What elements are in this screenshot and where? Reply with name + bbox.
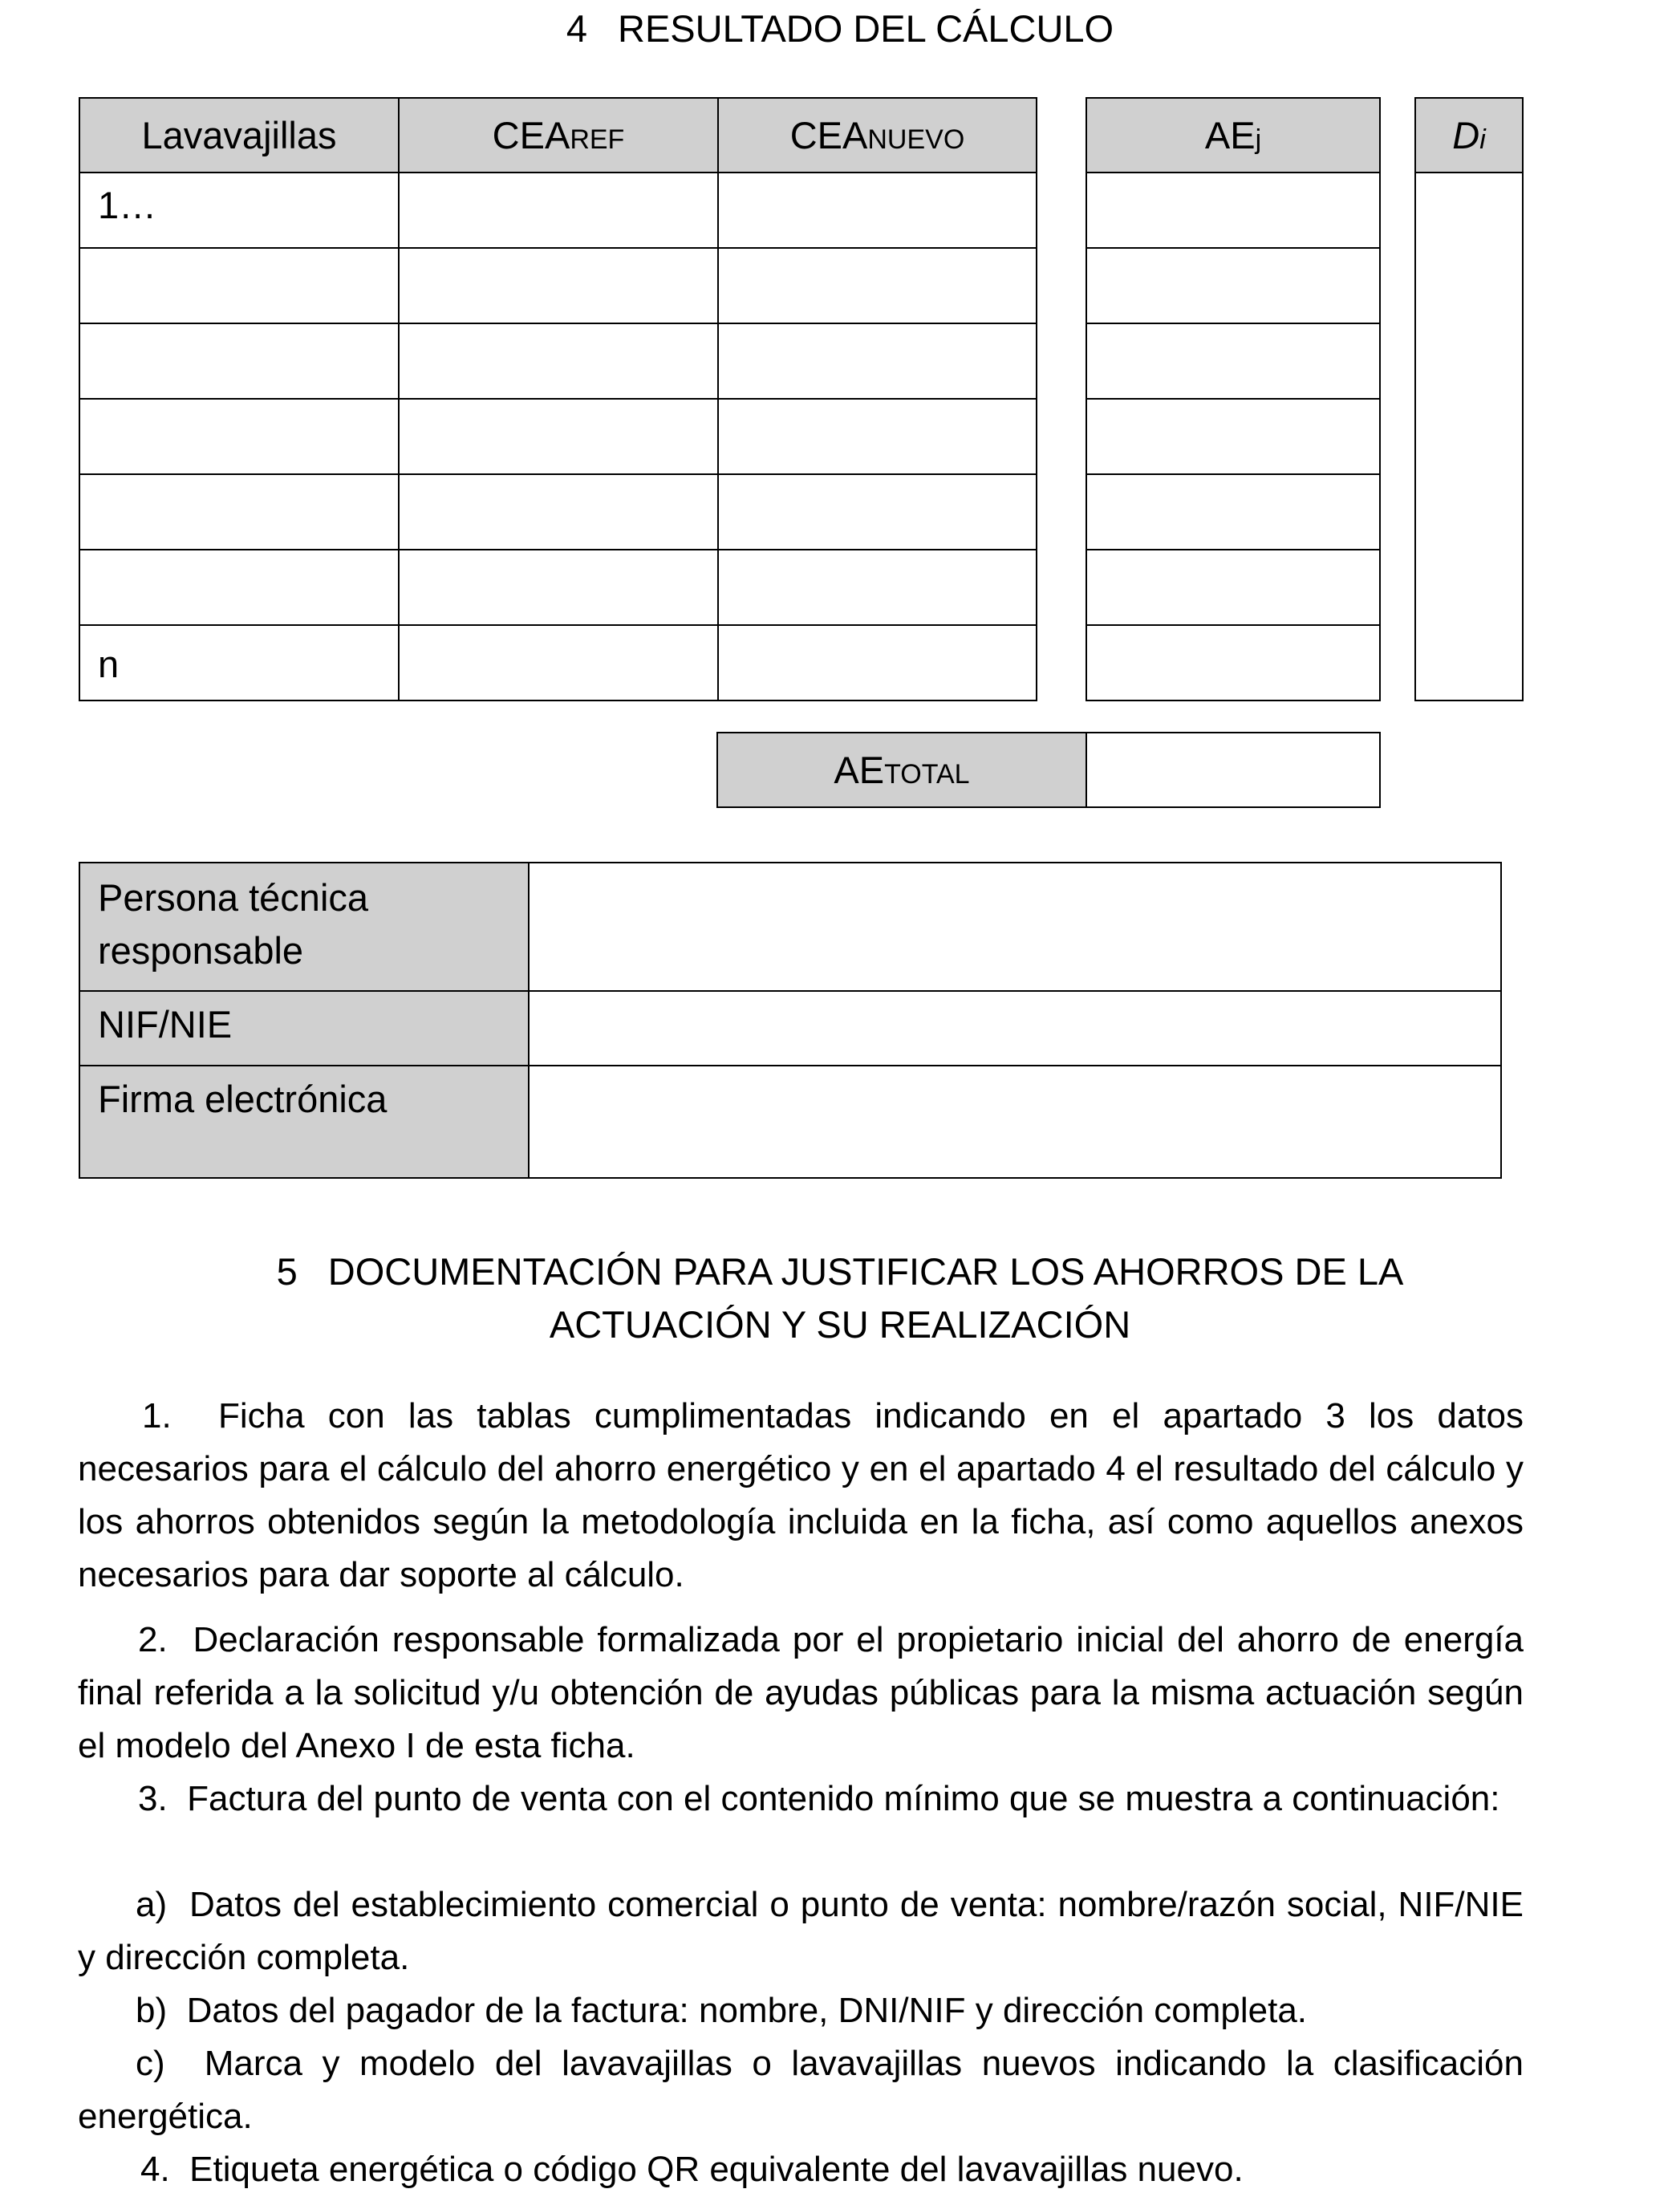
cell-aej[interactable]	[1086, 248, 1380, 323]
cell-label[interactable]	[79, 323, 399, 399]
list-text: Datos del pagador de la factura: nombre, DNI/NIF y dirección completa.	[186, 1991, 1308, 2030]
section-title-line-2: ACTUACIÓN Y SU REALIZACIÓN	[549, 1303, 1131, 1346]
calc-table-main	[79, 97, 1037, 701]
cell-cea-ref[interactable]	[399, 173, 718, 248]
cell-cea-nuevo[interactable]	[718, 474, 1037, 550]
cell-cea-nuevo[interactable]	[718, 550, 1037, 625]
cell-cea-ref[interactable]	[399, 625, 718, 701]
cell-cea-ref[interactable]	[399, 474, 718, 550]
field-persona-tecnica[interactable]	[529, 863, 1501, 991]
list-text: Marca y modelo del lavavajillas o lavavajillas nuevos indicando la clasificación energética.	[78, 2044, 1524, 2136]
list-marker: 3.	[138, 1779, 168, 1818]
cell-ae-total[interactable]	[1086, 733, 1380, 807]
list-text: Etiqueta energética o código QR equivalente del lavavajillas nuevo.	[189, 2150, 1244, 2189]
section-5-heading	[0, 1245, 1680, 1351]
cell-cea-nuevo[interactable]	[718, 248, 1037, 323]
list-item-3b	[78, 1984, 1524, 2037]
label-firma-electronica: Firma electrónica	[79, 1066, 529, 1178]
header-di: Di	[1415, 98, 1523, 173]
cell-cea-nuevo[interactable]	[718, 625, 1037, 701]
list-item-3c	[78, 2037, 1524, 2143]
calc-table-aej	[1086, 97, 1381, 701]
cell-cea-nuevo[interactable]	[718, 323, 1037, 399]
section-title: RESULTADO DEL CÁLCULO	[618, 7, 1114, 50]
section-title-line-1: DOCUMENTACIÓN PARA JUSTIFICAR LOS AHORROS DE LA	[327, 1250, 1404, 1293]
row-label-last: n	[79, 625, 399, 701]
list-item-4	[78, 2143, 1524, 2196]
list-marker: 2.	[138, 1620, 168, 1659]
list-item-1	[78, 1390, 1524, 1602]
list-item-3	[78, 1773, 1524, 1825]
header-cea-ref: CEAREF	[399, 98, 718, 173]
label-ae-total: AETOTAL	[717, 733, 1086, 807]
cell-aej[interactable]	[1086, 474, 1380, 550]
list-marker: 1.	[142, 1396, 172, 1436]
list-item-2	[78, 1614, 1524, 1773]
cell-aej[interactable]	[1086, 625, 1380, 701]
list-marker: a)	[136, 1885, 168, 1924]
list-text: Ficha con las tablas cumplimentadas indicando en el apartado 3 los datos necesarios para el cálculo del ahorro energético y en el apartado 4 el resultado del cálculo y los ahorros obtenidos según la metodología incluida en la ficha, así como aquellos anexos necesarios para dar soporte al cálculo.	[78, 1396, 1524, 1594]
list-item-3a	[78, 1878, 1524, 1984]
row-label-first: 1…	[79, 173, 399, 248]
section-number: 4	[566, 7, 587, 50]
label-persona-tecnica: Persona técnica responsable	[79, 863, 529, 991]
cell-label[interactable]	[79, 474, 399, 550]
header-lavavajillas: Lavavajillas	[79, 98, 399, 173]
calc-table-di	[1414, 97, 1524, 701]
cell-label[interactable]	[79, 399, 399, 474]
cell-label[interactable]	[79, 550, 399, 625]
cell-label[interactable]	[79, 248, 399, 323]
list-marker: c)	[136, 2044, 165, 2083]
cell-aej[interactable]	[1086, 173, 1380, 248]
list-marker: b)	[136, 1991, 168, 2030]
label-nif-nie: NIF/NIE	[79, 991, 529, 1066]
cell-cea-nuevo[interactable]	[718, 399, 1037, 474]
cell-cea-ref[interactable]	[399, 323, 718, 399]
cell-aej[interactable]	[1086, 399, 1380, 474]
cell-cea-ref[interactable]	[399, 399, 718, 474]
cell-aej[interactable]	[1086, 323, 1380, 399]
list-marker: 4.	[140, 2150, 170, 2189]
field-nif-nie[interactable]	[529, 991, 1501, 1066]
header-cea-nuevo: CEANUEVO	[718, 98, 1037, 173]
calc-table-total	[716, 732, 1381, 808]
list-text: Datos del establecimiento comercial o punto de venta: nombre/razón social, NIF/NIE y dirección completa.	[78, 1885, 1524, 1977]
list-text: Factura del punto de venta con el contenido mínimo que se muestra a continuación:	[187, 1779, 1500, 1818]
section-4-heading	[0, 6, 1680, 51]
cell-di[interactable]	[1415, 173, 1523, 701]
cell-cea-ref[interactable]	[399, 248, 718, 323]
field-firma-electronica[interactable]	[529, 1066, 1501, 1178]
list-text: Declaración responsable formalizada por el propietario inicial del ahorro de energía final referida a la solicitud y/u obtención de ayudas públicas para la misma actuación según el modelo del Anexo I de esta ficha.	[78, 1620, 1524, 1765]
cell-aej[interactable]	[1086, 550, 1380, 625]
signature-table	[79, 862, 1502, 1179]
cell-cea-ref[interactable]	[399, 550, 718, 625]
header-aej: AEj	[1086, 98, 1380, 173]
cell-cea-nuevo[interactable]	[718, 173, 1037, 248]
section-number: 5	[276, 1250, 298, 1293]
